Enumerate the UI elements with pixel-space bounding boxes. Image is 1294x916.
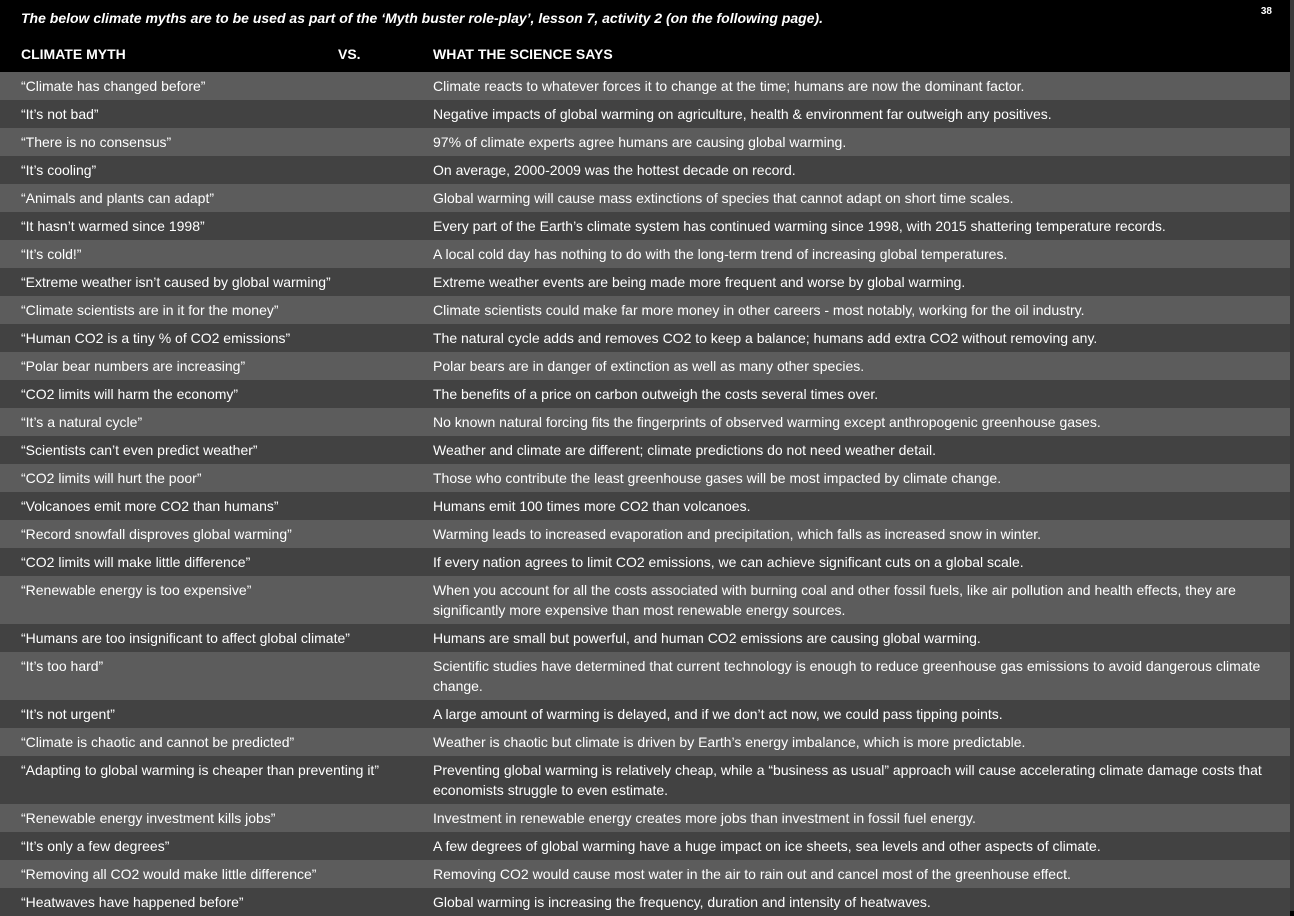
- table-row: [0, 860, 1290, 888]
- myth-cell: “It hasn’t warmed since 1998”: [21, 218, 205, 234]
- table-row: [0, 100, 1290, 128]
- table-row: [0, 804, 1290, 832]
- header-science-says: WHAT THE SCIENCE SAYS: [433, 46, 613, 62]
- myth-table: [0, 72, 1290, 916]
- science-cell: No known natural forcing fits the fingerprints of observed warming except anthropogenic greenhouse gases.: [433, 414, 1101, 430]
- myth-cell: “CO2 limits will harm the economy”: [21, 386, 239, 402]
- myth-cell: “It’s too hard”: [21, 658, 104, 674]
- header-climate-myth: CLIMATE MYTH: [21, 46, 126, 62]
- table-row: [0, 576, 1290, 624]
- table-row: [0, 184, 1290, 212]
- myth-cell: “Climate has changed before”: [21, 78, 206, 94]
- table-header: [0, 42, 1290, 70]
- table-row: [0, 652, 1290, 700]
- myth-cell: “Polar bear numbers are increasing”: [21, 358, 246, 374]
- table-row: [0, 624, 1290, 652]
- science-cell: When you account for all the costs associated with burning coal and other fossil fuels, like air pollution and health effects, they are significantly more expensive than most renewable energy sources.: [433, 582, 1236, 618]
- table-row: [0, 296, 1290, 324]
- science-cell: Global warming will cause mass extinctions of species that cannot adapt on short time scales.: [433, 190, 1014, 206]
- table-row: [0, 128, 1290, 156]
- table-row: [0, 380, 1290, 408]
- myth-cell: “Climate is chaotic and cannot be predicted”: [21, 734, 295, 750]
- table-row: [0, 492, 1290, 520]
- table-row: [0, 352, 1290, 380]
- science-cell: Extreme weather events are being made more frequent and worse by global warming.: [433, 274, 966, 290]
- myth-cell: “Animals and plants can adapt”: [21, 190, 214, 206]
- science-cell: Preventing global warming is relatively cheap, while a “business as usual” approach will cause accelerating climate damage costs that economists struggle to even estimate.: [433, 762, 1262, 798]
- science-cell: Global warming is increasing the frequency, duration and intensity of heatwaves.: [433, 894, 931, 910]
- table-row: [0, 212, 1290, 240]
- science-cell: A local cold day has nothing to do with the long-term trend of increasing global temperatures.: [433, 246, 1008, 262]
- table-row: [0, 700, 1290, 728]
- table-row: [0, 436, 1290, 464]
- science-cell: Scientific studies have determined that current technology is enough to reduce greenhouse gas emissions to avoid dangerous climate change.: [433, 658, 1261, 694]
- table-row: [0, 888, 1290, 916]
- table-row: [0, 464, 1290, 492]
- science-cell: Humans are small but powerful, and human CO2 emissions are causing global warming.: [433, 630, 981, 646]
- science-cell: Polar bears are in danger of extinction as well as many other species.: [433, 358, 865, 374]
- science-cell: Weather and climate are different; climate predictions do not need weather detail.: [433, 442, 936, 458]
- myth-cell: “It’s only a few degrees”: [21, 838, 170, 854]
- table-row: [0, 324, 1290, 352]
- myth-cell: “It’s not urgent”: [21, 706, 115, 722]
- science-cell: If every nation agrees to limit CO2 emissions, we can achieve significant cuts on a global scale.: [433, 554, 1024, 570]
- myth-cell: “Heatwaves have happened before”: [21, 894, 244, 910]
- myth-cell: “Adapting to global warming is cheaper than preventing it”: [21, 762, 379, 778]
- myth-cell: “CO2 limits will make little difference”: [21, 554, 251, 570]
- table-row: [0, 156, 1290, 184]
- header-vs: VS.: [338, 46, 361, 62]
- science-cell: Every part of the Earth’s climate system has continued warming since 1998, with 2015 shattering temperature records.: [433, 218, 1166, 234]
- science-cell: Removing CO2 would cause most water in the air to rain out and cancel most of the greenhouse effect.: [433, 866, 1071, 882]
- myth-cell: “CO2 limits will hurt the poor”: [21, 470, 202, 486]
- science-cell: Weather is chaotic but climate is driven by Earth’s energy imbalance, which is more predictable.: [433, 734, 1026, 750]
- page-edge: [1290, 0, 1294, 911]
- table-row: [0, 832, 1290, 860]
- table-row: [0, 240, 1290, 268]
- science-cell: On average, 2000-2009 was the hottest decade on record.: [433, 162, 796, 178]
- science-cell: Negative impacts of global warming on agriculture, health & environment far outweigh any positives.: [433, 106, 1052, 122]
- myth-cell: “Human CO2 is a tiny % of CO2 emissions”: [21, 330, 291, 346]
- myth-cell: “Removing all CO2 would make little difference”: [21, 866, 317, 882]
- science-cell: The natural cycle adds and removes CO2 to keep a balance; humans add extra CO2 without removing any.: [433, 330, 1098, 346]
- myth-cell: “Record snowfall disproves global warming”: [21, 526, 292, 542]
- science-cell: A large amount of warming is delayed, and if we don’t act now, we could pass tipping points.: [433, 706, 1003, 722]
- science-cell: Those who contribute the least greenhouse gases will be most impacted by climate change.: [433, 470, 1002, 486]
- table-row: [0, 520, 1290, 548]
- table-row: [0, 548, 1290, 576]
- myth-cell: “There is no consensus”: [21, 134, 172, 150]
- table-row: [0, 408, 1290, 436]
- table-row: [0, 756, 1290, 804]
- science-cell: The benefits of a price on carbon outweigh the costs several times over.: [433, 386, 879, 402]
- myth-cell: “Scientists can’t even predict weather”: [21, 442, 258, 458]
- page-number: 38: [1260, 6, 1272, 17]
- myth-cell: “It’s cold!”: [21, 246, 82, 262]
- science-cell: A few degrees of global warming have a huge impact on ice sheets, sea levels and other aspects of climate.: [433, 838, 1101, 854]
- table-row: [0, 72, 1290, 100]
- myth-cell: “Renewable energy investment kills jobs”: [21, 810, 276, 826]
- science-cell: Climate reacts to whatever forces it to change at the time; humans are now the dominant factor.: [433, 78, 1025, 94]
- science-cell: 97% of climate experts agree humans are causing global warming.: [433, 134, 847, 150]
- table-row: [0, 728, 1290, 756]
- science-cell: Humans emit 100 times more CO2 than volcanoes.: [433, 498, 751, 514]
- myth-cell: “Volcanoes emit more CO2 than humans”: [21, 498, 279, 514]
- science-cell: Investment in renewable energy creates more jobs than investment in fossil fuel energy.: [433, 810, 976, 826]
- myth-cell: “Extreme weather isn’t caused by global warming”: [21, 274, 331, 290]
- myth-cell: “It’s cooling”: [21, 162, 97, 178]
- table-row: [0, 268, 1290, 296]
- intro-text: The below climate myths are to be used as part of the ‘Myth buster role-play’, lesson 7, activity 2 (on the following page).: [21, 10, 824, 26]
- science-cell: Climate scientists could make far more money in other careers - most notably, working for the oil industry.: [433, 302, 1085, 318]
- myth-cell: “Renewable energy is too expensive”: [21, 582, 252, 598]
- science-cell: Warming leads to increased evaporation and precipitation, which falls as increased snow in winter.: [433, 526, 1042, 542]
- myth-cell: “It’s a natural cycle”: [21, 414, 143, 430]
- myth-cell: “Humans are too insignificant to affect global climate”: [21, 630, 350, 646]
- myth-cell: “It’s not bad”: [21, 106, 99, 122]
- myth-cell: “Climate scientists are in it for the money”: [21, 302, 279, 318]
